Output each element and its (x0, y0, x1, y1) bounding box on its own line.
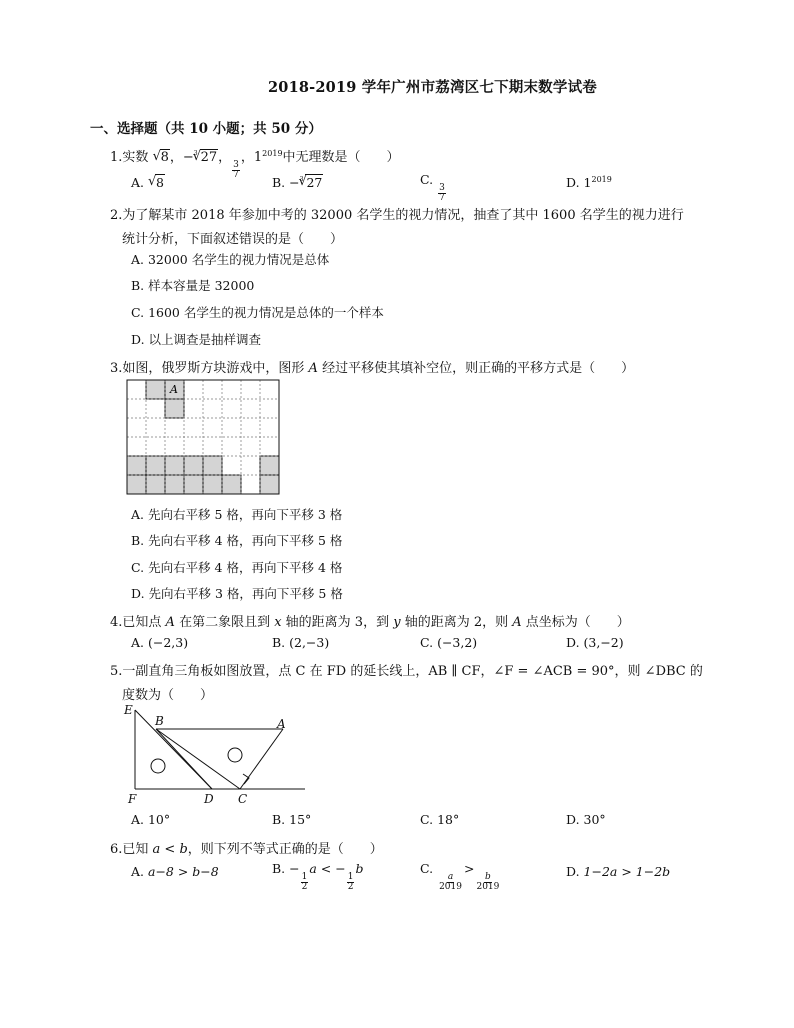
question-5-stem-line1: 5.一副直角三角板如图放置，点 C 在 FD 的延长线上，AB ∥ CF，∠F = ∠ACB = 90°，则 ∠DBC 的 (110, 664, 703, 679)
line-ac (240, 729, 283, 789)
q1-option-b: B. −$^3$√ 27 (272, 175, 323, 190)
q2-option-d: D. 以上调查是抽样调查 (131, 332, 262, 347)
q3-option-d: D. 先向右平移 3 格，再向下平移 5 格 (131, 586, 343, 601)
question-4-stem: 4.已知点 A 在第二象限且到 x 轴的距离为 3，到 y 轴的距离为 2，则 A 点坐标为（ ） (110, 615, 630, 630)
label-f: F (128, 792, 137, 806)
circle-left (151, 759, 165, 773)
question-1-stem: 1.实数 √ 8，−$^3$√ 27， $\frac{3}{7}$ ，$1^{2019}$中无理数是（ ） (110, 146, 400, 180)
line-bc (156, 729, 240, 789)
label-a: A (277, 717, 286, 731)
q6-option-d: D. 1−2a > 1−2b (566, 864, 671, 879)
q5-option-c: C. 18° (420, 812, 460, 827)
q3-option-a: A. 先向右平移 5 格，再向下平移 3 格 (131, 507, 343, 522)
circle-right (228, 748, 242, 762)
q3-option-c: C. 先向右平移 4 格，再向下平移 4 格 (131, 560, 343, 575)
tetris-grid-figure (124, 378, 284, 496)
q5-option-d: D. 30° (566, 812, 606, 827)
q6-option-c: C. $\frac{a}{2019}$ > $\frac{b}{2019}$ (420, 861, 500, 892)
label-d: D (204, 792, 214, 806)
line-bd (156, 729, 212, 789)
q2-option-b: B. 样本容量是 32000 (131, 278, 255, 293)
q4-option-b: B. (2,−3) (272, 635, 330, 650)
question-6-stem: 6.已知 a < b，则下列不等式正确的是（ ） (110, 842, 383, 857)
label-b: B (155, 714, 164, 728)
q1-option-a: A. √ 8 (131, 175, 165, 190)
label-e: E (124, 703, 133, 717)
q6-option-b: B. − $\frac{1}{2}$ a < − $\frac{1}{2}$ b (272, 861, 364, 892)
label-c: C (238, 792, 248, 806)
q1-option-c: C. $\frac{3}{7}$ (420, 172, 445, 203)
triangle-figure (120, 700, 310, 808)
q5-option-a: A. 10° (131, 812, 171, 827)
q6-option-a: A. a−8 > b−8 (131, 864, 219, 879)
q2-option-a: A. 32000 名学生的视力情况是总体 (131, 252, 330, 267)
q2-option-c: C. 1600 名学生的视力情况是总体的一个样本 (131, 305, 384, 320)
question-3-stem: 3.如图，俄罗斯方块游戏中，图形 A 经过平移使其填补空位，则正确的平移方式是（ ） (110, 361, 635, 376)
shape-a-label: A (170, 383, 178, 396)
section-heading: 一、选择题（共 10 小题；共 50 分） (90, 121, 322, 137)
page-title: 2018-2019 学年广州市荔湾区七下期末数学试卷 (268, 79, 597, 96)
q4-option-d: D. (3,−2) (566, 635, 624, 650)
q5-option-b: B. 15° (272, 812, 312, 827)
q3-option-b: B. 先向右平移 4 格，再向下平移 5 格 (131, 533, 343, 548)
q4-option-a: A. (−2,3) (131, 635, 189, 650)
question-2-stem-line1: 2.为了解某市 2018 年参加中考的 32000 名学生的视力情况，抽查了其中 1600 名学生的视力进行 (110, 208, 684, 223)
right-angle-mark (243, 774, 249, 784)
question-2-stem-line2: 统计分析，下面叙述错误的是（ ） (122, 232, 344, 247)
q4-option-c: C. (−3,2) (420, 635, 478, 650)
q1-option-d: D. $1^{2019}$ (566, 175, 612, 190)
question-5-stem-line2: 度数为（ ） (122, 688, 214, 703)
